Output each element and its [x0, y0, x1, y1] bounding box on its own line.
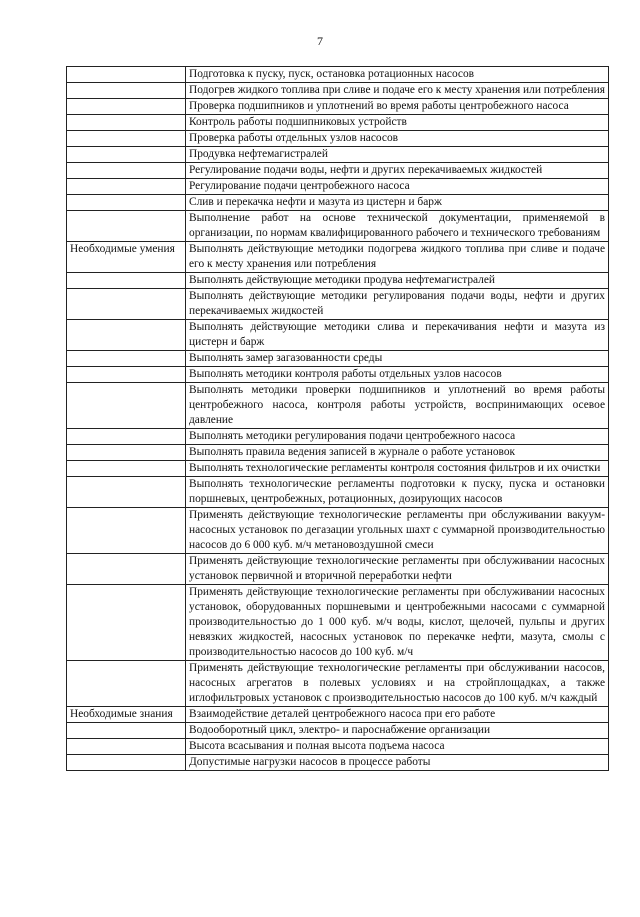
requirement-item: Выполнять правила ведения записей в журнале о работе установок: [186, 445, 609, 461]
requirement-item: Контроль работы подшипниковых устройств: [186, 115, 609, 131]
section-label-continuation: [67, 163, 186, 179]
requirement-item: Выполнять действующие методики продува нефтемагистралей: [186, 273, 609, 289]
requirement-item: Выполнять методики проверки подшипников и уплотнений во время работы центробежного насоса, контроля работы устройств, воспринимающих осевое давление: [186, 383, 609, 429]
requirement-item: Слив и перекачка нефти и мазута из цистерн и барж: [186, 195, 609, 211]
requirement-item: Регулирование подачи центробежного насоса: [186, 179, 609, 195]
section-label-continuation: [67, 554, 186, 585]
table-row: [67, 461, 609, 477]
section-label-continuation: [67, 211, 186, 242]
table-row: [67, 755, 609, 771]
section-label-continuation: [67, 99, 186, 115]
table-row: [67, 115, 609, 131]
requirement-item: Применять действующие технологические регламенты при обслуживании насосных установок, оборудованных поршневыми и центробежными насосами с суммарной производительностью до 1 000 куб. м/ч воды, кислот, щелочей, пульпы и других невязких жидкостей, насосных установок по перекачке нефти, мазута, смолы с производительностью насосов до 100 куб. м/ч: [186, 585, 609, 661]
requirement-item: Продувка нефтемагистралей: [186, 147, 609, 163]
requirement-item: Взаимодействие деталей центробежного насоса при его работе: [186, 707, 609, 723]
section-label-continuation: [67, 508, 186, 554]
table-row: [67, 739, 609, 755]
table-row: [67, 445, 609, 461]
section-label-continuation: [67, 147, 186, 163]
requirement-item: Выполнять действующие методики подогрева жидкого топлива при сливе и подаче его к месту хранения или потребления: [186, 242, 609, 273]
section-label-continuation: [67, 723, 186, 739]
requirement-item: Выполнение работ на основе технической документации, применяемой в организации, по нормам квалифицированного рабочего и технического требованиям: [186, 211, 609, 242]
requirement-item: Проверка подшипников и уплотнений во время работы центробежного насоса: [186, 99, 609, 115]
section-label-continuation: [67, 273, 186, 289]
requirement-item: Допустимые нагрузки насосов в процессе работы: [186, 755, 609, 771]
table-row: [67, 320, 609, 351]
section-label: [67, 67, 186, 83]
table-row: [67, 273, 609, 289]
table-row: [67, 289, 609, 320]
qualification-table: [66, 66, 609, 771]
table-row: [67, 707, 609, 723]
requirement-item: Выполнять технологические регламенты подготовки к пуску, пуска и остановки поршневых, центробежных, ротационных, дозирующих насосов: [186, 477, 609, 508]
table-row: [67, 131, 609, 147]
qualification-table-body: [67, 67, 609, 771]
section-label-continuation: [67, 461, 186, 477]
section-label-continuation: [67, 755, 186, 771]
requirement-item: Выполнять действующие методики слива и перекачивания нефти и мазута из цистерн и барж: [186, 320, 609, 351]
section-label-continuation: [67, 351, 186, 367]
requirement-item: Водооборотный цикл, электро- и пароснабжение организации: [186, 723, 609, 739]
table-row: [67, 351, 609, 367]
requirement-item: Применять действующие технологические регламенты при обслуживании вакуум-насосных установок по дегазации угольных шахт с суммарной производительностью насосов до 6 000 куб. м/ч метановоздушной смеси: [186, 508, 609, 554]
requirement-item: Выполнять действующие методики регулирования подачи воды, нефти и других перекачиваемых жидкостей: [186, 289, 609, 320]
table-row: [67, 429, 609, 445]
table-row: [67, 67, 609, 83]
table-row: [67, 195, 609, 211]
table-row: [67, 163, 609, 179]
section-label-continuation: [67, 179, 186, 195]
table-row: [67, 83, 609, 99]
table-row: [67, 585, 609, 661]
section-label-continuation: [67, 429, 186, 445]
table-row: [67, 242, 609, 273]
requirement-item: Подогрев жидкого топлива при сливе и подаче его к месту хранения или потребления: [186, 83, 609, 99]
table-row: [67, 147, 609, 163]
requirement-item: Выполнять технологические регламенты контроля состояния фильтров и их очистки: [186, 461, 609, 477]
section-label: Необходимые умения: [67, 242, 186, 273]
requirement-item: Высота всасывания и полная высота подъема насоса: [186, 739, 609, 755]
section-label-continuation: [67, 131, 186, 147]
section-label-continuation: [67, 195, 186, 211]
table-row: [67, 554, 609, 585]
table-row: [67, 508, 609, 554]
table-row: [67, 179, 609, 195]
section-label-continuation: [67, 585, 186, 661]
section-label-continuation: [67, 383, 186, 429]
section-label-continuation: [67, 661, 186, 707]
requirement-item: Выполнять методики контроля работы отдельных узлов насосов: [186, 367, 609, 383]
table-row: [67, 661, 609, 707]
table-row: [67, 477, 609, 508]
requirement-item: Выполнять замер загазованности среды: [186, 351, 609, 367]
section-label-continuation: [67, 320, 186, 351]
requirement-item: Проверка работы отдельных узлов насосов: [186, 131, 609, 147]
section-label-continuation: [67, 477, 186, 508]
section-label-continuation: [67, 367, 186, 383]
section-label-continuation: [67, 739, 186, 755]
table-row: [67, 211, 609, 242]
section-label-continuation: [67, 289, 186, 320]
section-label: Необходимые знания: [67, 707, 186, 723]
table-row: [67, 99, 609, 115]
page-number: 7: [317, 34, 323, 48]
table-row: [67, 367, 609, 383]
table-row: [67, 383, 609, 429]
requirement-item: Выполнять методики регулирования подачи центробежного насоса: [186, 429, 609, 445]
requirement-item: Применять действующие технологические регламенты при обслуживании насосов, насосных агрегатов в полевых условиях и на стройплощадках, а также иглофильтровых установок с производительностью насосов до 100 куб. м/ч каждый: [186, 661, 609, 707]
requirement-item: Регулирование подачи воды, нефти и других перекачиваемых жидкостей: [186, 163, 609, 179]
table-row: [67, 723, 609, 739]
requirement-item: Применять действующие технологические регламенты при обслуживании насосных установок первичной и вторичной переработки нефти: [186, 554, 609, 585]
section-label-continuation: [67, 445, 186, 461]
section-label-continuation: [67, 115, 186, 131]
requirement-item: Подготовка к пуску, пуск, остановка ротационных насосов: [186, 67, 609, 83]
section-label-continuation: [67, 83, 186, 99]
